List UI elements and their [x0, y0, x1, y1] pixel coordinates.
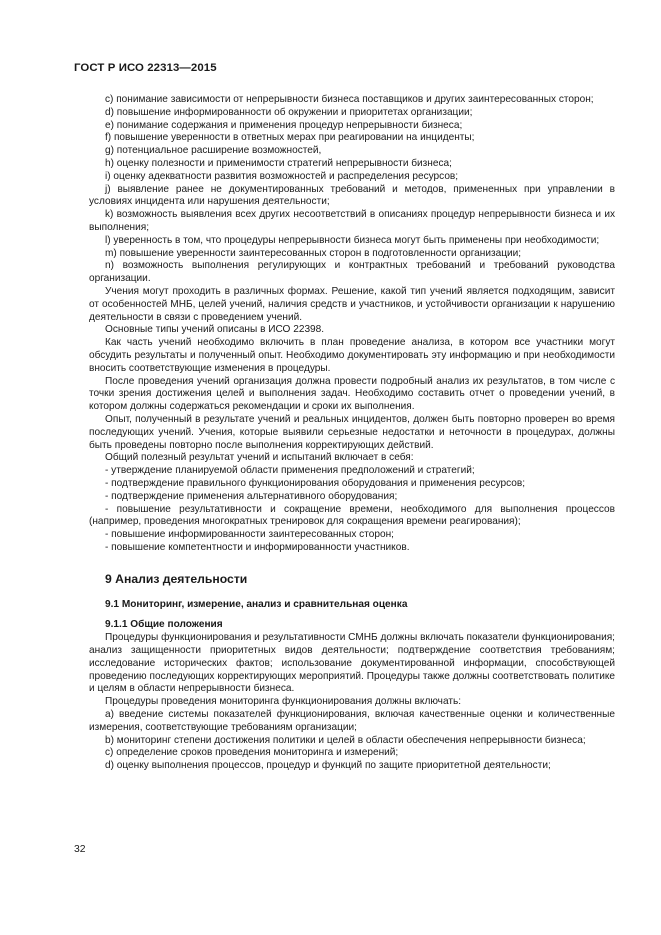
paragraph: i) оценку адекватности развития возможностей и распределения ресурсов; [105, 170, 459, 182]
list-item: - повышение компетентности и информированности участников. [105, 541, 410, 553]
list-item: - утверждение планируемой области применения предположений и стратегий; [105, 465, 475, 477]
paragraph: f) повышение уверенности в ответных мерах при реагировании на инциденты; [105, 132, 475, 144]
paragraph: d) повышение информированности об окружении и приоритетах организации; [105, 106, 473, 118]
list-item: c) определение сроков проведения мониторинга и измерений; [105, 747, 399, 759]
list-item: - повышение информированности заинтересованных сторон; [105, 529, 394, 541]
paragraph: Учения могут проходить в различных формах. Решение, какой тип учений является подходящим, зависит от особенностей МНБ, целей учений, наличия средств и участников, и устойчивости организации к нарушению деятельности в связи с проведением учений. [89, 285, 615, 323]
paragraph: l) уверенность в том, что процедуры непрерывности бизнеса могут быть применены при необходимости; [105, 234, 600, 246]
document-body [89, 94, 615, 773]
list-item: - повышение результативности и сокращение времени, необходимого для выполнения процессов (например, проведения многократных тренировок для сокращения времени реагирования); [89, 503, 615, 528]
subsection-heading: 9.1 Мониторинг, измерение, анализ и сравнительная оценка [105, 598, 408, 610]
paragraph: m) повышение уверенности заинтересованных сторон в подготовленности организации; [105, 247, 522, 259]
paragraph: Процедуры проведения мониторинга функционирования должны включать: [105, 696, 462, 708]
paragraph: e) понимание содержания и применения процедур непрерывности бизнеса; [105, 119, 463, 131]
list-item: b) мониторинг степени достижения политики и целей в области обеспечения непрерывности бизнеса; [105, 734, 586, 746]
list-item: a) введение системы показателей функционирования, включая качественные оценки и количественные измерения, соответствующие требованиям организации; [89, 709, 615, 733]
list-item: - подтверждение правильного функционирования оборудования и применения ресурсов; [105, 477, 526, 489]
paragraph: Основные типы учений описаны в ИСО 22398. [105, 324, 325, 336]
paragraph: Общий полезный результат учений и испытаний включает в себя: [105, 452, 414, 464]
paragraph: j) выявление ранее не документированных требований и методов, примененных при управлении в условиях инцидента или нарушения деятельности; [89, 183, 615, 208]
page-header: ГОСТ Р ИСО 22313—2015 [74, 62, 217, 74]
subsubsection-heading: 9.1.1 Общие положения [105, 619, 223, 631]
page-number: 32 [74, 844, 86, 855]
list-item: - подтверждение применения альтернативного оборудования; [105, 490, 398, 502]
paragraph: h) оценку полезности и применимости стратегий непрерывности бизнеса; [105, 157, 452, 169]
paragraph: g) потенциальное расширение возможностей, [105, 145, 322, 157]
paragraph: k) возможность выявления всех других несоответствий в описаниях процедур непрерывности бизнеса и их выполнения; [89, 209, 615, 233]
paragraph: После проведения учений организация должна провести подробный анализ их результатов, в том числе с точки зрения достижения целей и выполнения задач. Необходимо составить отчет о проведении учений, в котором должны содержаться рекомендации и сроки их выполнения. [89, 375, 615, 413]
paragraph: Опыт, полученный в результате учений и реальных инцидентов, должен быть повторно проверен во время последующих учений. Учения, которые выявили серьезные недостатки и неточности в процедурах, должны быть проведены повторно после выполнения корректирующих действий. [89, 413, 615, 451]
paragraph: Процедуры функционирования и результативности СМНБ должны включать показатели функционирования; анализ защищенности приоритетных видов деятельности; подтверждение соответствия требованиям; исследование исторических фактов; использование документированной информации, способствующей проведению последующих корректирующих мероприятий. Процедуры также должны соответствовать политике и целям в области непрерывности бизнеса. [89, 632, 615, 695]
paragraph: c) понимание зависимости от непрерывности бизнеса поставщиков и других заинтересованных сторон; [105, 94, 594, 105]
list-item: d) оценку выполнения процессов, процедур и функций по защите приоритетной деятельности; [105, 760, 551, 772]
paragraph: n) возможность выполнения регулирующих и контрактных требований и требований руководства организации. [89, 260, 615, 285]
paragraph: Как часть учений необходимо включить в план проведение анализа, в котором все участники могут обсудить результаты и полученный опыт. Необходимо документировать эту информацию и при необходимости вносить соответствующие изменения в процедуры. [89, 337, 615, 374]
section-heading: 9 Анализ деятельности [105, 571, 248, 586]
